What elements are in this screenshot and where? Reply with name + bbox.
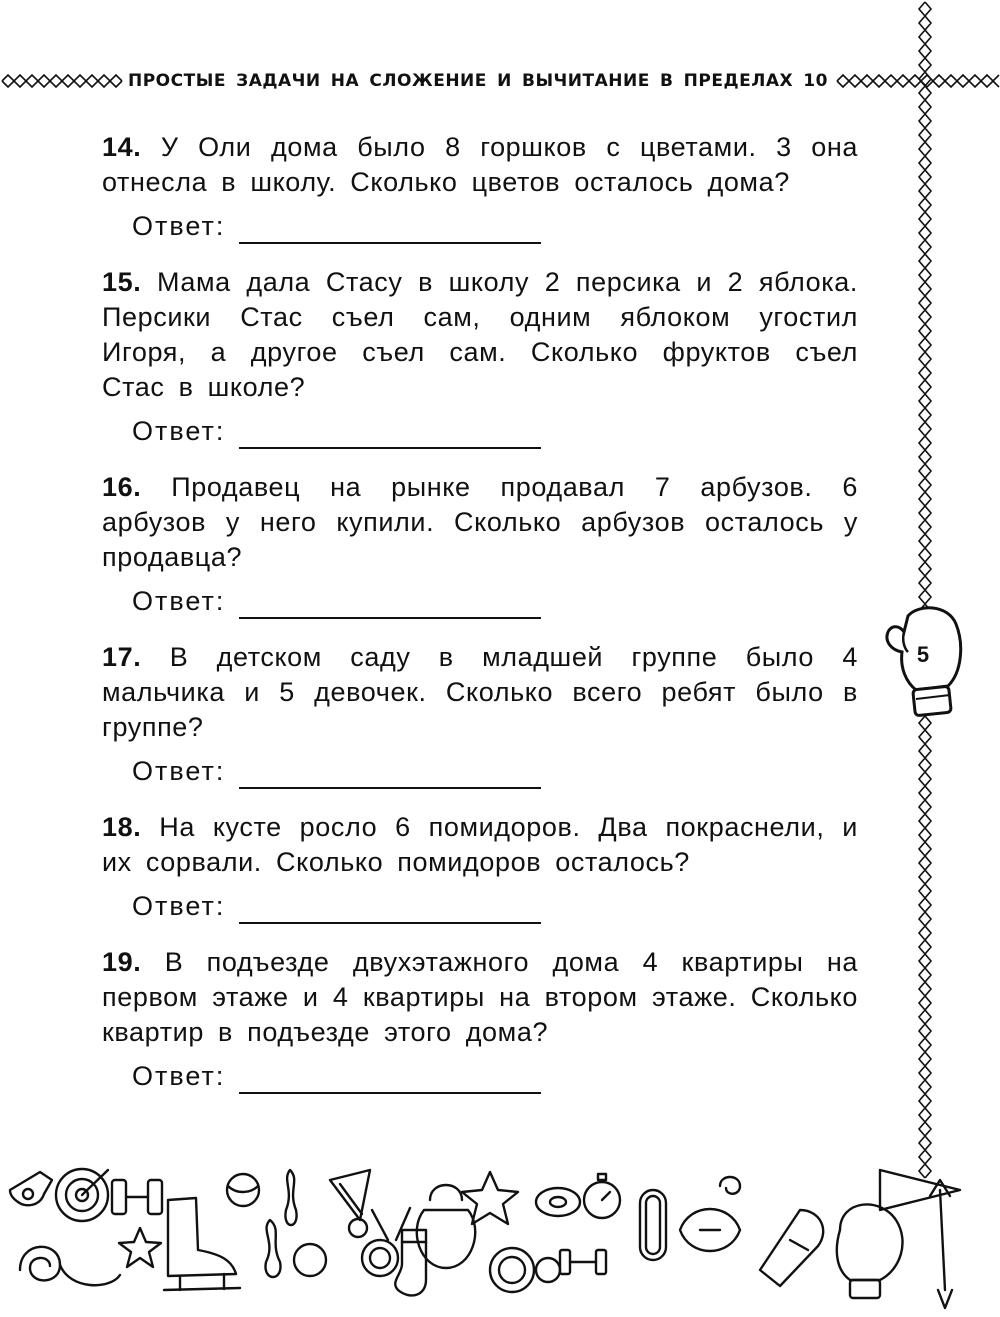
problem-text — [102, 945, 858, 1050]
problem-14 — [102, 130, 858, 244]
page-number: 5 — [916, 642, 930, 667]
problem-17 — [102, 640, 858, 789]
dart-icon — [930, 1180, 952, 1308]
answer-line[interactable] — [239, 759, 541, 789]
dumbbell-icon — [112, 1180, 162, 1214]
problem-statement: На кусте росло 6 помидоров. Два покраснели, и их сорвали. Сколько помидоров осталось? — [102, 812, 858, 877]
header-word: 10 — [803, 71, 828, 91]
problem-statement: В подъезде двухэтажного дома 4 квартиры на первом этаже и 4 квартиры на втором этаже. Сколько квартир в подъезде этого дома? — [102, 947, 858, 1047]
star-icon — [462, 1172, 518, 1224]
problem-number: 18. — [102, 812, 142, 842]
sock-icon — [395, 1230, 426, 1295]
problem-text — [102, 265, 858, 405]
problem-text — [102, 640, 858, 745]
pennant-icon — [880, 1170, 960, 1210]
answer-line[interactable] — [239, 894, 541, 924]
medal-icon — [490, 1248, 534, 1292]
header-word: ПРЕДЕЛАХ — [683, 71, 794, 91]
star-icon — [119, 1228, 161, 1267]
answer-line[interactable] — [239, 214, 541, 244]
stopwatch-icon — [584, 1174, 620, 1218]
target-icon — [56, 1169, 108, 1221]
problem-statement: Мама дала Стасу в школу 2 персика и 2 яблока. Персики Стас съел сам, одним яблоком угостил Игоря, а другое съел сам. Сколько фруктов съел Стас в школе? — [102, 267, 858, 402]
answer-row — [132, 884, 858, 924]
whistle-icon — [10, 1172, 52, 1205]
problem-text — [102, 130, 858, 200]
header-word: СЛОЖЕНИЕ — [369, 71, 487, 91]
problem-statement: Продавец на рынке продавал 7 арбузов. 6 арбузов у него купили. Сколько арбузов осталось у продавца? — [102, 472, 858, 572]
answer-row — [132, 204, 858, 244]
answer-line[interactable] — [239, 419, 541, 449]
ball-icon — [227, 1174, 259, 1206]
header-word: ПРОСТЫЕ — [128, 71, 226, 91]
answer-label: Ответ: — [132, 211, 226, 241]
answer-row — [132, 749, 858, 789]
goggles-icon — [640, 1190, 666, 1260]
bowling-pins-icon — [266, 1170, 326, 1277]
problem-statement: В детском саду в младшей группе было 4 мальчика и 5 девочек. Сколько всего ребят было в группе? — [102, 642, 858, 742]
answer-label: Ответ: — [132, 586, 226, 616]
problem-number: 15. — [102, 267, 142, 297]
answer-label: Ответ: — [132, 1061, 226, 1091]
header-word: В — [660, 71, 674, 91]
problem-16 — [102, 470, 858, 619]
side-zigzag-line — [919, 2, 925, 1178]
problem-15 — [102, 265, 858, 449]
answer-label: Ответ: — [132, 416, 226, 446]
page-header — [128, 66, 828, 96]
problem-number: 14. — [102, 132, 142, 162]
sports-doodles-footer — [0, 1150, 1000, 1317]
ball-icon — [536, 1258, 560, 1282]
problem-number: 16. — [102, 472, 142, 502]
boxing-glove-icon — [837, 1204, 903, 1298]
problem-19 — [102, 945, 858, 1094]
problem-text — [102, 470, 858, 575]
answer-line[interactable] — [239, 589, 541, 619]
shuttlecock-icon — [330, 1170, 370, 1237]
side-border — [905, 0, 945, 1180]
answer-label: Ответ: — [132, 756, 226, 786]
answer-row — [132, 579, 858, 619]
problem-number: 17. — [102, 642, 142, 672]
answer-row — [132, 1054, 858, 1094]
problems-list — [102, 130, 858, 1094]
problem-text — [102, 810, 858, 880]
header-word: И — [497, 71, 512, 91]
dumbbell-icon — [560, 1250, 606, 1274]
rope-icon — [20, 1247, 120, 1285]
flipper-icon — [760, 1210, 823, 1286]
answer-label: Ответ: — [132, 891, 226, 921]
rugby-ball-icon — [680, 1209, 740, 1251]
answer-line[interactable] — [239, 1064, 541, 1094]
problem-18 — [102, 810, 858, 924]
header-word: ВЫЧИТАНИЕ — [521, 71, 650, 91]
header-word: ЗАДАЧИ — [236, 71, 321, 91]
header-border-left — [0, 66, 125, 96]
problem-number: 19. — [102, 947, 142, 977]
header-word: НА — [330, 71, 360, 91]
answer-row — [132, 409, 858, 449]
swirl-icon — [720, 1177, 740, 1194]
disc-icon — [536, 1188, 580, 1216]
problem-statement: У Оли дома было 8 горшков с цветами. 3 она отнесла в школу. Сколько цветов осталось дома? — [102, 132, 858, 197]
skate-icon — [164, 1198, 240, 1290]
